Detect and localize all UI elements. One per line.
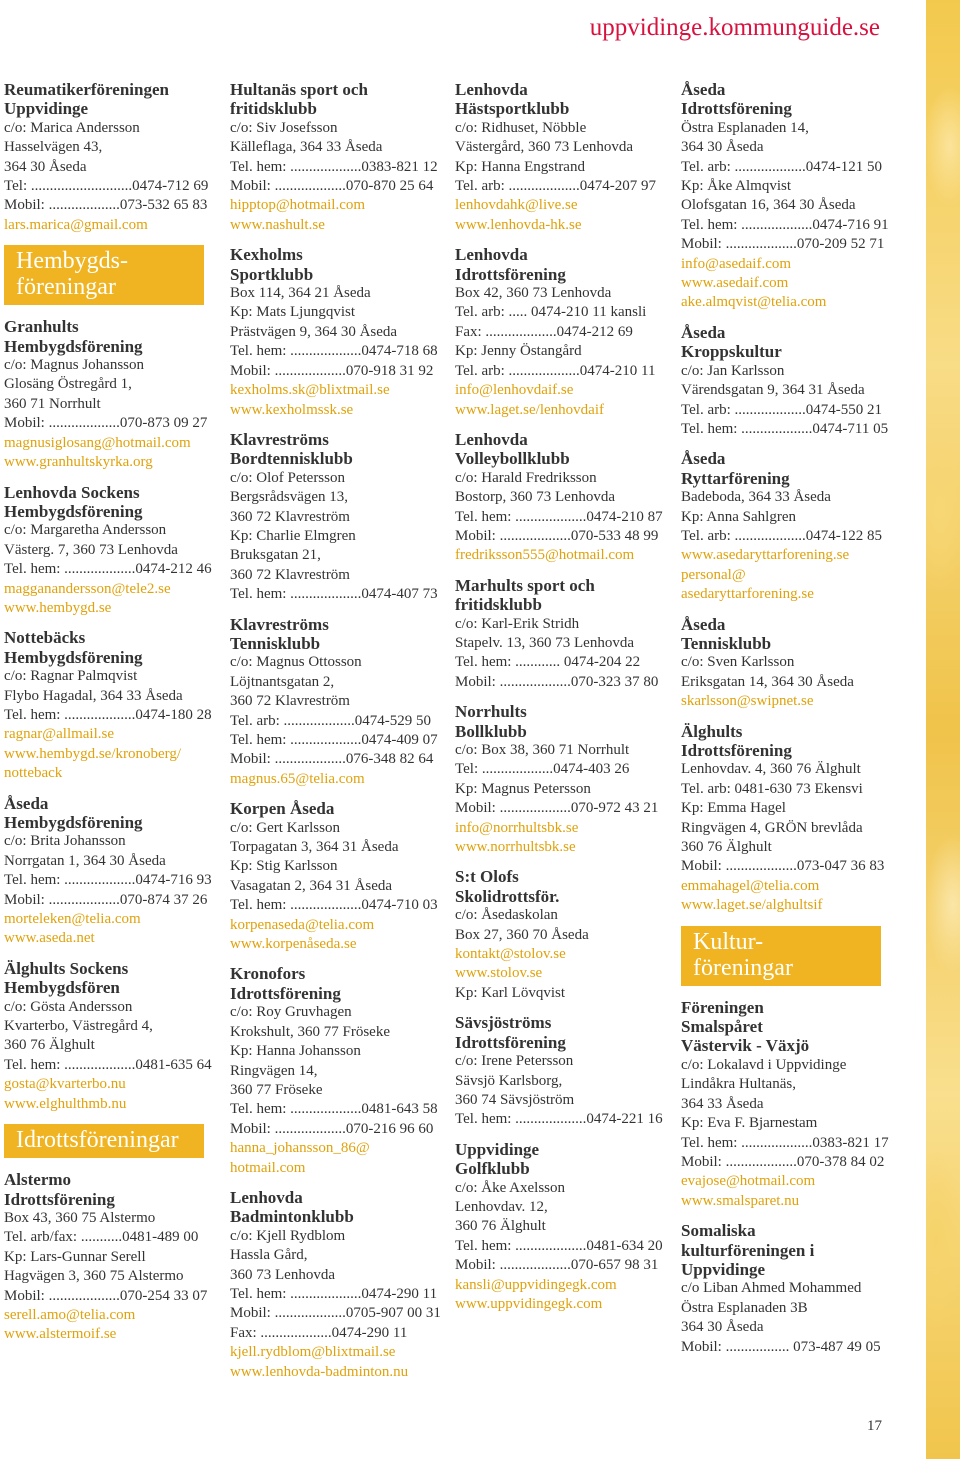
column-3 <box>455 80 665 1324</box>
contact-line: Kp: Hanna Johansson <box>230 1043 361 1060</box>
organization-entry <box>681 323 891 439</box>
contact-line: Kp: Lars-Gunnar Serell <box>4 1248 146 1265</box>
contact-link[interactable]: kontakt@stolov.se <box>455 946 566 963</box>
organization-name: Älghults Sockens <box>4 958 129 978</box>
organization-name: Lenhovda Sockens <box>4 482 140 502</box>
contact-link[interactable]: www.alstermoif.se <box>4 1326 117 1343</box>
contact-line: Stapelv. 13, 360 73 Lenhovda <box>455 634 634 651</box>
organization-entry <box>230 80 440 235</box>
contact-line: Kp: Emma Hagel <box>681 800 786 817</box>
contact-line: Mobil: ...................070-972 43 21 <box>455 800 659 817</box>
organization-name: Åseda <box>4 793 49 813</box>
contact-line: Tel. arb/fax: ...........0481-489 00 <box>4 1229 199 1246</box>
contact-line: c/o: Sven Karlsson <box>681 654 795 671</box>
organization-name: Idrottsförening <box>681 99 792 119</box>
contact-line: Tel. arb: ...................0474-550 21 <box>681 401 883 418</box>
organization-entry <box>455 430 665 566</box>
organization-name: Åseda <box>681 80 726 99</box>
contact-link[interactable]: www.korpenåseda.se <box>230 936 357 953</box>
contact-line: Sävsjö Karlsborg, <box>455 1072 563 1089</box>
section-heading <box>681 926 881 986</box>
contact-link[interactable]: ragnar@allmail.se <box>4 726 115 743</box>
organization-entry <box>230 615 440 790</box>
organization-name: Lenhovda <box>455 80 528 99</box>
contact-line: 364 30 Åseda <box>681 139 764 156</box>
contact-line: 360 72 Klavreström <box>230 508 350 525</box>
contact-line: Tel: ...........................0474-712 69 <box>4 178 209 195</box>
contact-line: 360 72 Klavreström <box>230 693 350 710</box>
contact-line: Prästvägen 9, 364 30 Åseda <box>230 323 398 340</box>
contact-line: Tel. arb: ...................0474-207 97 <box>455 178 657 195</box>
contact-line: 360 76 Älghult <box>681 839 772 856</box>
organization-name: Bordtennisklubb <box>230 449 353 469</box>
contact-line: Kp: Eva F. Bjarnestam <box>681 1115 818 1132</box>
organization-name: Hembygdsfören <box>4 978 120 998</box>
contact-line: Vasagatan 2, 364 31 Åseda <box>230 877 393 894</box>
contact-line: c/o: Brita Johansson <box>4 833 126 850</box>
contact-line: c/o: Karl-Erik Stridh <box>455 615 580 632</box>
contact-link[interactable]: kjell.rydblom@blixtmail.se <box>230 1344 396 1361</box>
contact-line: 360 71 Norrhult <box>4 395 101 412</box>
contact-line: Mobil: ...................070-209 52 71 <box>681 236 885 253</box>
organization-name: Idrottsförening <box>455 264 566 284</box>
contact-link[interactable]: skarlsson@swipnet.se <box>681 693 814 710</box>
contact-line: Tel. arb: ...................0474-121 50 <box>681 158 883 175</box>
contact-link[interactable]: magnusiglosang@hotmail.com <box>4 434 191 451</box>
contact-link[interactable]: morteleken@telia.com <box>4 911 141 928</box>
contact-link[interactable]: www.smalsparet.nu <box>681 1192 800 1209</box>
contact-line: Tel. arb: ..... 0474-210 11 kansli <box>455 304 647 321</box>
contact-link[interactable]: evajose@hotmail.com <box>681 1173 816 1190</box>
contact-link[interactable]: www.granhultskyrka.org <box>4 454 153 471</box>
contact-line: Tel. hem: ...................0474-711 05 <box>681 420 889 437</box>
organization-entry <box>230 964 440 1177</box>
contact-line: Box 114, 364 21 Åseda <box>230 285 371 302</box>
contact-line: Östra Esplanaden 14, <box>681 119 809 136</box>
contact-link[interactable]: lenhovdahk@live.se <box>455 197 578 214</box>
organization-name: Bollklubb <box>455 721 527 741</box>
contact-line: 360 74 Sävsjöström <box>455 1091 575 1108</box>
contact-line: 364 33 Åseda <box>681 1095 764 1112</box>
contact-line: Hassla Gård, <box>230 1247 308 1264</box>
organization-entry <box>455 1013 665 1129</box>
organization-entry <box>681 449 891 604</box>
organization-name: Norrhults <box>455 702 527 722</box>
organization-entry <box>455 80 665 235</box>
organization-name: Uppvidinge <box>455 1139 540 1159</box>
contact-link[interactable]: hotmail.com <box>230 1159 306 1176</box>
contact-line: Mobil: ...................070-873 09 27 <box>4 415 208 432</box>
contact-line: Tel. arb: ...................0474-210 11 <box>455 362 656 379</box>
organization-name: Hembygdsförening <box>4 501 143 521</box>
organization-name: Lenhovda <box>230 1187 303 1207</box>
contact-link[interactable]: www.norrhultsbk.se <box>455 839 576 856</box>
contact-line: c/o: Åke Axelsson <box>455 1179 565 1196</box>
organization-name: Klavreströms <box>230 614 329 634</box>
section-heading-line: föreningar <box>693 954 793 981</box>
contact-line: Mobil: ...................073-047 36 83 <box>681 858 885 875</box>
contact-line: c/o: Magnus Johansson <box>4 357 144 374</box>
contact-line: Tel. hem: ...................0474-290 11 <box>230 1285 438 1302</box>
contact-link[interactable]: fredriksson555@hotmail.com <box>455 547 635 564</box>
organization-name: Idrottsförening <box>230 983 341 1003</box>
organization-name: Sportklubb <box>230 264 314 284</box>
contact-link[interactable]: www.elghulthmb.nu <box>4 1095 127 1112</box>
contact-line: Tel. hem: ...................0474-409 07 <box>230 732 438 748</box>
contact-link[interactable]: kansli@uppvidingegk.com <box>455 1276 617 1293</box>
section-heading-line: Idrottsföreningar <box>16 1127 179 1154</box>
contact-line: Västergård, 360 73 Lenhovda <box>455 139 634 156</box>
contact-line: Tel. hem: ...................0481-634 20 <box>455 1237 663 1254</box>
contact-line: Box 43, 360 75 Alstermo <box>4 1209 156 1226</box>
organization-name: Tennisklubb <box>230 633 321 653</box>
organization-name: Lenhovda <box>455 245 528 265</box>
contact-line: Hasselvägen 43, <box>4 139 103 156</box>
contact-line: 364 30 Åseda <box>4 158 87 175</box>
contact-line: Kp: Anna Sahlgren <box>681 508 796 525</box>
organization-name: Granhults <box>4 317 79 337</box>
organization-name: Hembygdsförening <box>4 647 143 667</box>
contact-line: Tel. hem: ...................0474-710 03 <box>230 897 438 914</box>
organization-name: Idrottsförening <box>455 1032 566 1052</box>
contact-line: Kp: Åke Almqvist <box>681 178 792 195</box>
contact-link[interactable]: www.nashult.se <box>230 216 325 233</box>
contact-line: Östra Esplanaden 3B <box>681 1299 808 1316</box>
site-url-header[interactable]: uppvidinge.kommunguide.se <box>589 14 880 41</box>
organization-name: Klavreströms <box>230 429 329 449</box>
contact-line: Mobil: ...................070-533 48 99 <box>455 527 659 544</box>
organization-name: fritidsklubb <box>455 595 542 615</box>
contact-line: Torpagatan 3, 364 31 Åseda <box>230 839 399 856</box>
contact-link[interactable]: info@lenhovdaif.se <box>455 382 574 399</box>
organization-name: Skolidrottsför. <box>455 886 560 906</box>
contact-line: Bostorp, 360 73 Lenhovda <box>455 489 615 506</box>
contact-line: 360 77 Fröseke <box>230 1081 323 1098</box>
contact-link[interactable]: gosta@kvarterbo.nu <box>4 1076 126 1093</box>
contact-link[interactable]: hanna_johansson_86@ <box>230 1140 370 1157</box>
organization-name: Föreningen <box>681 997 764 1017</box>
contact-line: 360 76 Älghult <box>455 1218 546 1235</box>
section-heading <box>4 245 204 305</box>
organization-entry <box>681 722 891 916</box>
organization-name: Älghults <box>681 721 743 741</box>
contact-line: Källeflaga, 364 33 Åseda <box>230 139 383 156</box>
contact-line: Tel. hem: ...................0474-718 68 <box>230 343 438 360</box>
contact-line: Krokshult, 360 77 Fröseke <box>230 1023 390 1040</box>
organization-name: Västervik - Växjö <box>681 1036 810 1056</box>
organization-name: Reumatikerföreningen <box>4 80 169 99</box>
organization-name: Idrottsförening <box>681 741 792 760</box>
contact-line: Lenhovdav. 4, 360 76 Älghult <box>681 761 861 778</box>
organization-name: Badmintonklubb <box>230 1207 354 1227</box>
contact-line: Mobil: ...................070-874 37 26 <box>4 891 208 908</box>
contact-line: 364 30 Åseda <box>681 1319 764 1336</box>
contact-line: c/o Liban Ahmed Mohammed <box>681 1280 862 1297</box>
organization-entry <box>4 483 214 619</box>
contact-line: Tel. hem: ...................0474-716 93 <box>4 872 212 889</box>
contact-link[interactable]: korpenaseda@telia.com <box>230 916 375 933</box>
contact-line: Fax: ...................0474-212 69 <box>455 323 633 340</box>
organization-name: kulturföreningen i <box>681 1240 815 1260</box>
contact-line: Tel. hem: ...................0481-635 64 <box>4 1056 212 1073</box>
contact-line: c/o: Åsedaskolan <box>455 907 558 924</box>
organization-entry <box>455 702 665 857</box>
contact-line: Tel. arb: ...................0474-529 50 <box>230 712 432 729</box>
contact-line: Tel: ...................0474-403 26 <box>455 761 630 778</box>
contact-line: c/o: Lokalavd i Uppvidinge <box>681 1056 847 1073</box>
contact-line: Mobil: ...................076-348 82 64 <box>230 751 434 768</box>
contact-line: Kvarterbo, Västregård 4, <box>4 1018 153 1035</box>
contact-line: Mobil: ...................070-378 84 02 <box>681 1153 885 1170</box>
contact-line: Box 42, 360 73 Lenhovda <box>455 285 612 302</box>
contact-line: c/o: Siv Josefsson <box>230 119 338 136</box>
contact-line: Ringvägen 14, <box>230 1062 318 1079</box>
contact-link[interactable]: www.hembygd.se <box>4 599 112 616</box>
contact-line: c/o: Ridhuset, Nöbble <box>455 119 587 136</box>
contact-link[interactable]: serell.amo@telia.com <box>4 1306 136 1323</box>
contact-line: Ringvägen 4, GRÖN brevlåda <box>681 819 863 836</box>
organization-entry <box>681 998 891 1211</box>
contact-line: Kp: Hanna Engstrand <box>455 158 585 175</box>
organization-name: Kronofors <box>230 964 306 984</box>
contact-line: Kp: Jenny Östangård <box>455 343 582 360</box>
contact-line: c/o: Margaretha Andersson <box>4 522 167 539</box>
contact-line: c/o: Box 38, 360 71 Norrhult <box>455 742 630 758</box>
contact-line: Tel. arb: ...................0474-122 85 <box>681 527 883 544</box>
organization-name: Idrottsförening <box>4 1189 115 1209</box>
contact-line: Tel. hem: ...................0474-716 91 <box>681 216 889 233</box>
organization-entry <box>230 799 440 954</box>
contact-line: c/o: Roy Gruvhagen <box>230 1004 352 1021</box>
organization-name: Åseda <box>681 322 726 342</box>
contact-line: Tel. hem: ...................0383-821 12 <box>230 158 438 175</box>
contact-link[interactable]: www.laget.se/alghultsif <box>681 897 823 914</box>
contact-link[interactable]: www.asedaryttarforening.se <box>681 547 850 564</box>
organization-name: Korpen Åseda <box>230 799 335 819</box>
contact-line: Norrgatan 1, 364 30 Åseda <box>4 852 166 869</box>
organization-name: Smalspåret <box>681 1017 763 1037</box>
organization-entry <box>4 959 214 1114</box>
contact-line: Mobil: ...................070-657 98 31 <box>455 1257 659 1274</box>
organization-name: Tennisklubb <box>681 633 772 653</box>
contact-line: Mobil: ...................0705-907 00 31 <box>230 1305 441 1322</box>
page-number: 17 <box>867 1418 882 1434</box>
organization-entry <box>681 1221 891 1357</box>
section-heading-line: Hembygds- <box>16 248 128 275</box>
organization-entry <box>4 628 214 783</box>
organization-name: Hultanäs sport och <box>230 80 368 99</box>
contact-link[interactable]: magnus.65@telia.com <box>230 770 365 787</box>
contact-line: c/o: Ragnar Palmqvist <box>4 668 138 685</box>
contact-line: Mobil: ................. 073-487 49 05 <box>681 1338 881 1355</box>
contact-link[interactable]: www.uppvidingegk.com <box>455 1295 603 1312</box>
contact-line: c/o: Magnus Ottosson <box>230 654 362 671</box>
organization-name: Åseda <box>681 449 726 469</box>
organization-name: Volleybollklubb <box>455 449 570 469</box>
organization-entry <box>4 1170 214 1345</box>
contact-line: Bergsrådsvägen 13, <box>230 489 349 506</box>
contact-link[interactable]: kexholms.sk@blixtmail.se <box>230 382 390 399</box>
contact-line: Tel. hem: ...................0481-643 58 <box>230 1101 438 1118</box>
section-heading-line: Kultur- <box>693 928 764 955</box>
organization-name: Somaliska <box>681 1221 756 1241</box>
decorative-side-strip <box>926 0 960 1459</box>
contact-line: Tel. hem: ...................0474-221 16 <box>455 1111 663 1128</box>
contact-line: Bruksgatan 21, <box>230 547 321 564</box>
column-2 <box>230 80 440 1392</box>
contact-link[interactable]: notteback <box>4 765 63 782</box>
column-4 <box>681 80 891 1367</box>
contact-line: Flybo Hagadal, 364 33 Åseda <box>4 687 183 704</box>
contact-line: Mobil: ...................070-216 96 60 <box>230 1120 434 1137</box>
organization-name: S:t Olofs <box>455 867 519 887</box>
organization-name: Sävsjöströms <box>455 1013 552 1033</box>
organization-name: Åseda <box>681 614 726 634</box>
contact-line: Tel. hem: ...................0474-210 87 <box>455 508 663 525</box>
organization-entry <box>681 615 891 712</box>
organization-entry <box>681 80 891 313</box>
contact-line: Mobil: ...................070-323 37 80 <box>455 673 659 690</box>
organization-entry <box>455 576 665 692</box>
contact-line: Lindåkra Hultanäs, <box>681 1076 796 1093</box>
contact-link[interactable]: info@norrhultsbk.se <box>455 819 579 836</box>
column-1 <box>4 80 214 1355</box>
organization-name: Hembygdsförening <box>4 813 143 832</box>
organization-name: Kexholms <box>230 245 303 265</box>
contact-line: c/o: Gösta Andersson <box>4 998 133 1015</box>
contact-line: 360 76 Älghult <box>4 1037 95 1054</box>
contact-link[interactable]: www.stolov.se <box>455 965 543 982</box>
contact-line: Mobil: ...................070-254 33 07 <box>4 1287 208 1304</box>
contact-line: Kp: Mats Ljungqvist <box>230 304 356 321</box>
contact-line: Värendsgatan 9, 364 31 Åseda <box>681 382 865 399</box>
organization-name: fritidsklubb <box>230 99 317 119</box>
contact-link[interactable]: www.aseda.net <box>4 930 95 947</box>
contact-line: Tel. hem: ...................0474-212 46 <box>4 561 212 578</box>
organization-entry <box>230 430 440 605</box>
contact-line: Tel. hem: ...................0474-407 73 <box>230 586 438 603</box>
contact-line: Mobil: ...................070-918 31 92 <box>230 362 434 379</box>
contact-link[interactable]: lars.marica@gmail.com <box>4 216 148 233</box>
organization-name: Alstermo <box>4 1170 72 1190</box>
contact-line: Kp: Karl Lövqvist <box>455 984 565 1001</box>
organization-name: Hästsportklubb <box>455 99 570 119</box>
contact-line: c/o: Irene Petersson <box>455 1053 574 1070</box>
contact-line: c/o: Harald Fredriksson <box>455 469 597 486</box>
contact-link[interactable]: personal@ <box>681 566 746 583</box>
contact-link[interactable]: emmahagel@telia.com <box>681 877 820 894</box>
organization-name: Uppvidinge <box>681 1259 766 1279</box>
contact-line: Kp: Stig Karlsson <box>230 858 338 875</box>
section-heading-line: föreningar <box>16 274 116 301</box>
contact-line: c/o: Jan Karlsson <box>681 362 785 379</box>
organization-entry <box>4 794 214 949</box>
organization-name: Ryttarförening <box>681 468 790 488</box>
contact-line: Kp: Charlie Elmgren <box>230 527 356 544</box>
organization-entry <box>455 1140 665 1315</box>
contact-line: 360 73 Lenhovda <box>230 1266 335 1283</box>
contact-line: Fax: ...................0474-290 11 <box>230 1324 408 1341</box>
contact-line: Olofsgatan 16, 364 30 Åseda <box>681 197 856 214</box>
contact-link[interactable]: hipptop@hotmail.com <box>230 197 366 214</box>
contact-link[interactable]: asedaryttarforening.se <box>681 586 814 603</box>
contact-line: Eriksgatan 14, 364 30 Åseda <box>681 673 854 690</box>
contact-link[interactable]: info@asedaif.com <box>681 255 792 272</box>
contact-line: Badeboda, 364 33 Åseda <box>681 489 831 506</box>
section-heading <box>4 1124 204 1158</box>
contact-line: Mobil: ...................070-870 25 64 <box>230 178 434 195</box>
organization-name: Golfklubb <box>455 1159 530 1179</box>
contact-line: Kp: Magnus Petersson <box>455 780 591 797</box>
contact-line: Lenhovdav. 12, <box>455 1198 548 1215</box>
contact-line: 360 72 Klavreström <box>230 566 350 583</box>
contact-line: Tel. hem: ...................0383-821 17 <box>681 1134 889 1151</box>
organization-entry <box>230 1188 440 1382</box>
contact-line: Tel. arb: 0481-630 73 Ekensvi <box>681 780 863 797</box>
contact-line: Löjtnantsgatan 2, <box>230 673 335 690</box>
organization-entry <box>4 317 214 472</box>
contact-link[interactable]: www.laget.se/lenhovdaif <box>455 401 604 418</box>
organization-entry <box>230 245 440 420</box>
contact-link[interactable]: www.lenhovda-hk.se <box>455 216 582 233</box>
contact-line: Mobil: ...................073-532 65 83 <box>4 197 208 214</box>
organization-entry <box>455 245 665 420</box>
organization-entry <box>4 80 214 235</box>
organization-entry <box>455 867 665 1003</box>
organization-name: Kroppskultur <box>681 342 782 362</box>
contact-line: c/o: Olof Petersson <box>230 469 345 486</box>
contact-line: Tel. hem: ............ 0474-204 22 <box>455 654 641 671</box>
contact-link[interactable]: www.hembygd.se/kronoberg/ <box>4 745 182 762</box>
organization-name: Hembygdsförening <box>4 336 143 356</box>
contact-line: c/o: Marica Andersson <box>4 119 140 136</box>
contact-link[interactable]: magganandersson@tele2.se <box>4 580 171 597</box>
contact-line: Glosäng Östregård 1, <box>4 376 132 393</box>
contact-link[interactable]: ake.almqvist@telia.com <box>681 294 827 311</box>
organization-name: Uppvidinge <box>4 99 89 119</box>
contact-line: Hagvägen 3, 360 75 Alstermo <box>4 1268 184 1285</box>
organization-name: Lenhovda <box>455 429 528 449</box>
organization-name: Nottebäcks <box>4 628 86 648</box>
contact-line: c/o: Kjell Rydblom <box>230 1227 346 1244</box>
organization-name: Marhults sport och <box>455 575 595 595</box>
contact-line: c/o: Gert Karlsson <box>230 819 340 836</box>
contact-line: Västerg. 7, 360 73 Lenhovda <box>4 541 178 558</box>
contact-line: Box 27, 360 70 Åseda <box>455 926 589 943</box>
contact-line: Tel. hem: ...................0474-180 28 <box>4 706 212 723</box>
contact-link[interactable]: www.asedaif.com <box>681 275 789 292</box>
contact-link[interactable]: www.kexholmssk.se <box>230 401 354 418</box>
contact-link[interactable]: www.lenhovda-badminton.nu <box>230 1363 409 1380</box>
